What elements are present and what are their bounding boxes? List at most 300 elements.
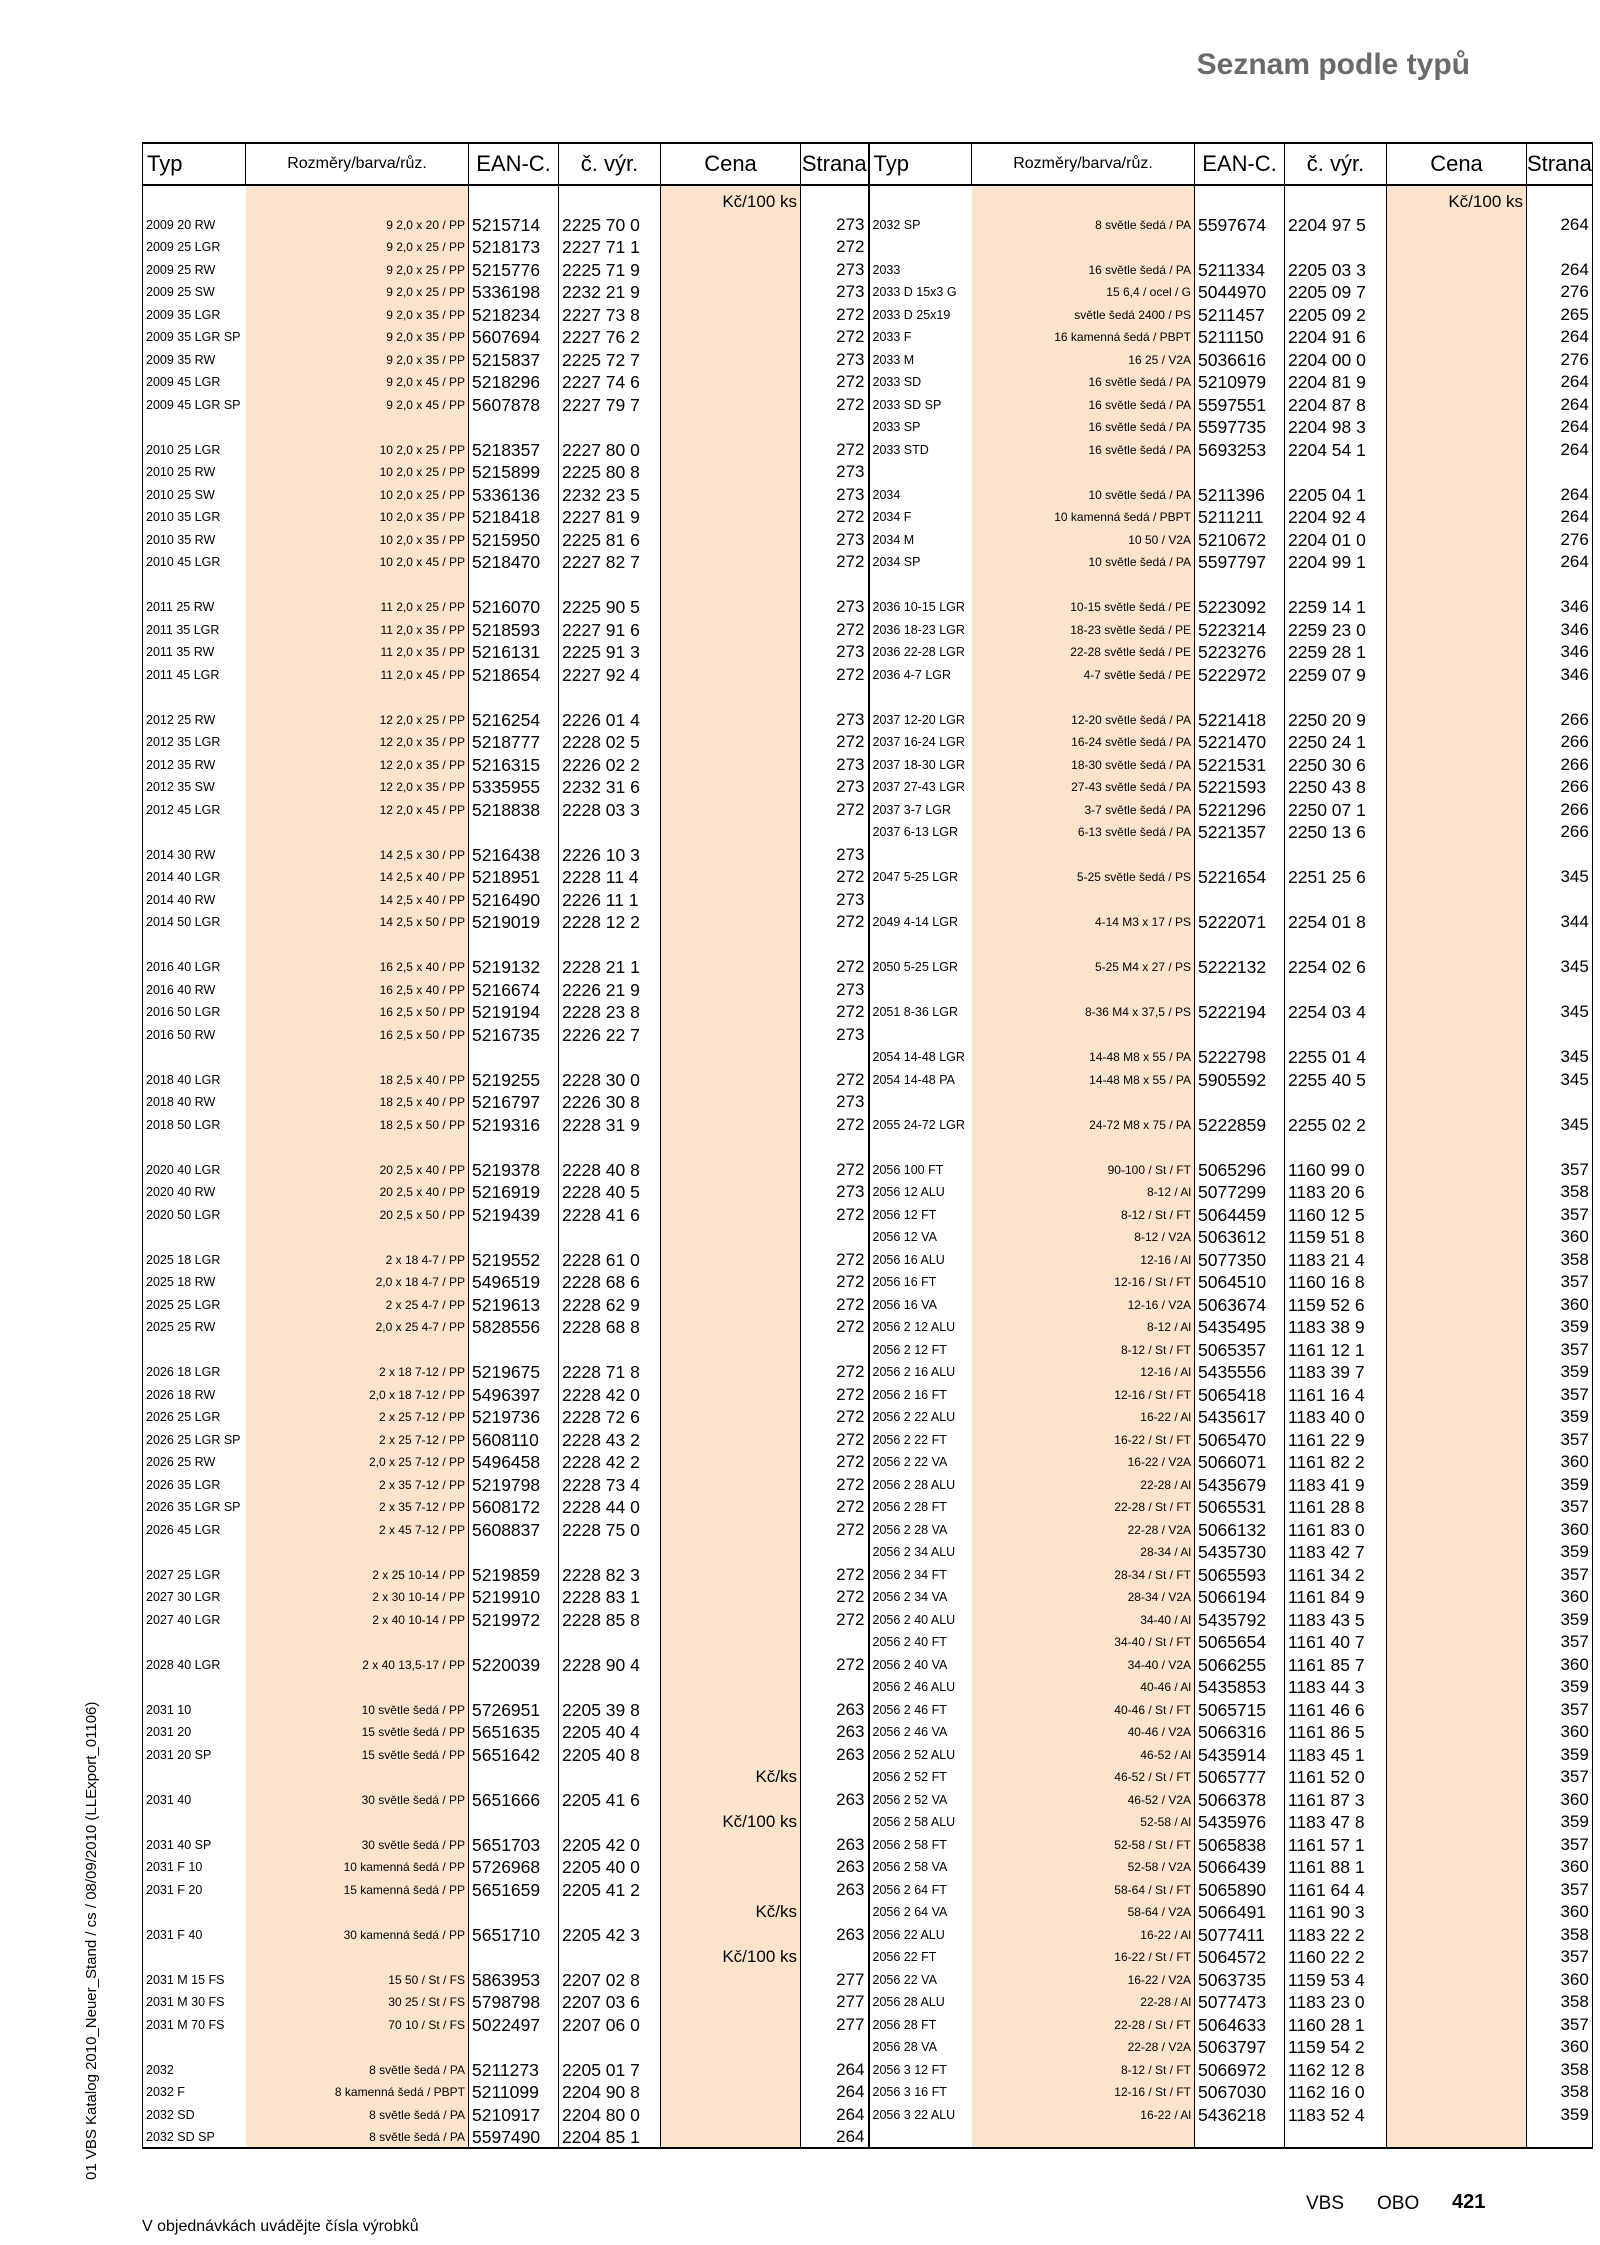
right-dimensions-cell: 8-12 / St / FT xyxy=(972,1202,1195,1225)
left-ean-cell: 5216919 xyxy=(469,1180,559,1203)
right-price-cell xyxy=(1387,1517,1527,1540)
left-price-cell xyxy=(661,235,801,258)
left-type-cell xyxy=(143,185,246,212)
left-price-cell xyxy=(661,2080,801,2103)
left-type-cell xyxy=(143,1630,246,1653)
left-article-number-cell: 2207 02 8 xyxy=(559,1967,661,1990)
right-page-cell: 360 xyxy=(1527,1292,1593,1315)
right-ean-cell xyxy=(1195,235,1285,258)
left-type-cell: 2027 40 LGR xyxy=(143,1607,246,1630)
left-page-cell: 273 xyxy=(801,347,869,370)
left-article-number-cell: 2228 12 2 xyxy=(559,910,661,933)
right-ean-cell: 5597735 xyxy=(1195,415,1285,438)
right-dimensions-cell: 8-12 / St / FT xyxy=(972,1337,1195,1360)
right-type-cell: 2050 5-25 LGR xyxy=(869,955,972,978)
left-price-cell xyxy=(661,1742,801,1765)
right-article-number-cell: 2204 97 5 xyxy=(1285,212,1387,235)
left-type-cell: 2018 40 RW xyxy=(143,1090,246,1113)
left-dimensions-cell: 20 2,5 x 40 / PP xyxy=(246,1157,469,1180)
right-price-cell xyxy=(1387,1810,1527,1833)
left-ean-cell: 5215899 xyxy=(469,460,559,483)
left-price-cell xyxy=(661,1225,801,1248)
left-ean-cell: 5215714 xyxy=(469,212,559,235)
right-type-cell: 2037 27-43 LGR xyxy=(869,775,972,798)
left-type-cell: 2009 45 LGR xyxy=(143,370,246,393)
left-price-cell xyxy=(661,212,801,235)
right-dimensions-cell: 12-16 / St / FT xyxy=(972,1382,1195,1405)
left-page-cell: 273 xyxy=(801,977,869,1000)
left-dimensions-cell: 10 2,0 x 35 / PP xyxy=(246,527,469,550)
right-article-number-cell: 1183 42 7 xyxy=(1285,1540,1387,1563)
right-type-cell: 2056 2 16 FT xyxy=(869,1382,972,1405)
left-type-cell: 2016 50 LGR xyxy=(143,1000,246,1023)
header-price-left: Cena xyxy=(661,143,801,185)
right-price-cell xyxy=(1387,1247,1527,1270)
right-article-number-cell: 2259 28 1 xyxy=(1285,640,1387,663)
left-page-cell xyxy=(801,185,869,212)
right-type-cell xyxy=(869,235,972,258)
left-ean-cell: 5607694 xyxy=(469,325,559,348)
left-type-cell xyxy=(143,572,246,595)
right-dimensions-cell: světle šedá 2400 / PS xyxy=(972,302,1195,325)
left-article-number-cell: 2204 85 1 xyxy=(559,2125,661,2149)
left-type-cell: 2009 45 LGR SP xyxy=(143,392,246,415)
left-page-cell: 273 xyxy=(801,1022,869,1045)
left-page-cell: 263 xyxy=(801,1855,869,1878)
right-type-cell: 2056 12 ALU xyxy=(869,1180,972,1203)
left-dimensions-cell: 10 2,0 x 25 / PP xyxy=(246,482,469,505)
left-article-number-cell xyxy=(559,1540,661,1563)
right-page-cell: 360 xyxy=(1527,2035,1593,2058)
left-page-cell: 273 xyxy=(801,1180,869,1203)
right-page-cell: 345 xyxy=(1527,1045,1593,1068)
right-type-cell: 2056 2 58 VA xyxy=(869,1855,972,1878)
right-ean-cell: 5435679 xyxy=(1195,1472,1285,1495)
left-article-number-cell: 2227 71 1 xyxy=(559,235,661,258)
right-price-cell xyxy=(1387,1630,1527,1653)
right-dimensions-cell: 16 světle šedá / PA xyxy=(972,415,1195,438)
right-article-number-cell: 2204 91 6 xyxy=(1285,325,1387,348)
right-dimensions-cell: 16 světle šedá / PA xyxy=(972,370,1195,393)
right-ean-cell xyxy=(1195,1090,1285,1113)
right-article-number-cell: 1162 16 0 xyxy=(1285,2080,1387,2103)
left-ean-cell: 5218838 xyxy=(469,797,559,820)
left-price-cell xyxy=(661,730,801,753)
left-price-cell xyxy=(661,955,801,978)
right-article-number-cell: 1161 22 9 xyxy=(1285,1427,1387,1450)
right-dimensions-cell: 40-46 / V2A xyxy=(972,1720,1195,1743)
left-article-number-cell: 2226 11 1 xyxy=(559,887,661,910)
right-dimensions-cell: 46-52 / St / FT xyxy=(972,1765,1195,1788)
right-dimensions-cell: 8 světle šedá / PA xyxy=(972,212,1195,235)
right-price-cell xyxy=(1387,1787,1527,1810)
right-type-cell: 2037 16-24 LGR xyxy=(869,730,972,753)
right-page-cell xyxy=(1527,460,1593,483)
brand-vbs: VBS xyxy=(1306,2193,1345,2214)
right-article-number-cell: 1161 86 5 xyxy=(1285,1720,1387,1743)
left-page-cell: 273 xyxy=(801,212,869,235)
left-article-number-cell: 2228 31 9 xyxy=(559,1112,661,1135)
left-type-cell: 2031 20 xyxy=(143,1720,246,1743)
left-dimensions-cell: 11 2,0 x 35 / PP xyxy=(246,640,469,663)
left-ean-cell: 5219132 xyxy=(469,955,559,978)
right-type-cell xyxy=(869,842,972,865)
right-article-number-cell: 2259 23 0 xyxy=(1285,617,1387,640)
right-type-cell: 2056 2 40 VA xyxy=(869,1652,972,1675)
right-price-cell xyxy=(1387,280,1527,303)
right-ean-cell: 5435853 xyxy=(1195,1675,1285,1698)
right-type-cell: 2056 2 28 ALU xyxy=(869,1472,972,1495)
right-article-number-cell: 1183 43 5 xyxy=(1285,1607,1387,1630)
right-price-cell xyxy=(1387,347,1527,370)
left-dimensions-cell: 14 2,5 x 50 / PP xyxy=(246,910,469,933)
table-row xyxy=(143,865,1593,888)
left-page-cell: 272 xyxy=(801,550,869,573)
right-article-number-cell: 2250 24 1 xyxy=(1285,730,1387,753)
left-article-number-cell xyxy=(559,1675,661,1698)
right-article-number-cell: 1160 99 0 xyxy=(1285,1157,1387,1180)
right-dimensions-cell xyxy=(972,1090,1195,1113)
left-dimensions-cell: 14 2,5 x 40 / PP xyxy=(246,887,469,910)
right-article-number-cell: 2250 30 6 xyxy=(1285,752,1387,775)
right-type-cell: 2056 16 FT xyxy=(869,1270,972,1293)
right-type-cell: 2034 SP xyxy=(869,550,972,573)
left-price-cell xyxy=(661,1360,801,1383)
left-page-cell: 272 xyxy=(801,662,869,685)
right-dimensions-cell: 12-20 světle šedá / PA xyxy=(972,707,1195,730)
right-article-number-cell xyxy=(1285,185,1387,212)
right-ean-cell: 5221357 xyxy=(1195,820,1285,843)
left-page-cell xyxy=(801,1045,869,1068)
right-type-cell: 2036 18-23 LGR xyxy=(869,617,972,640)
left-dimensions-cell: 15 kamenná šedá / PP xyxy=(246,1877,469,1900)
right-dimensions-cell: 28-34 / St / FT xyxy=(972,1562,1195,1585)
right-price-cell xyxy=(1387,1022,1527,1045)
right-dimensions-cell: 16-22 / V2A xyxy=(972,1450,1195,1473)
left-price-cell xyxy=(661,1135,801,1158)
left-page-cell: 273 xyxy=(801,1090,869,1113)
left-article-number-cell: 2225 90 5 xyxy=(559,595,661,618)
right-dimensions-cell xyxy=(972,932,1195,955)
right-type-cell: 2033 F xyxy=(869,325,972,348)
table-row xyxy=(143,1157,1593,1180)
right-type-cell: 2056 3 12 FT xyxy=(869,2057,972,2080)
left-page-cell: 272 xyxy=(801,1495,869,1518)
left-ean-cell: 5219736 xyxy=(469,1405,559,1428)
right-type-cell xyxy=(869,977,972,1000)
left-article-number-cell: 2205 40 4 xyxy=(559,1720,661,1743)
left-ean-cell: 5215950 xyxy=(469,527,559,550)
right-type-cell: 2037 12-20 LGR xyxy=(869,707,972,730)
right-dimensions-cell: 16 25 / V2A xyxy=(972,347,1195,370)
left-page-cell: 273 xyxy=(801,752,869,775)
right-type-cell: 2056 2 28 FT xyxy=(869,1495,972,1518)
right-article-number-cell xyxy=(1285,1135,1387,1158)
right-article-number-cell: 1162 12 8 xyxy=(1285,2057,1387,2080)
left-price-cell xyxy=(661,1382,801,1405)
left-ean-cell: 5219378 xyxy=(469,1157,559,1180)
brand-obo: OBO xyxy=(1377,2193,1420,2214)
left-dimensions-cell: 30 světle šedá / PP xyxy=(246,1832,469,1855)
left-type-cell: 2010 25 SW xyxy=(143,482,246,505)
right-ean-cell: 5211457 xyxy=(1195,302,1285,325)
right-article-number-cell: 1161 52 0 xyxy=(1285,1765,1387,1788)
left-type-cell: 2009 25 LGR xyxy=(143,235,246,258)
left-article-number-cell: 2228 90 4 xyxy=(559,1652,661,1675)
table-row xyxy=(143,1045,1593,1068)
right-article-number-cell: 2255 01 4 xyxy=(1285,1045,1387,1068)
left-page-cell: 273 xyxy=(801,460,869,483)
left-type-cell xyxy=(143,415,246,438)
left-page-cell: 272 xyxy=(801,1405,869,1428)
right-dimensions-cell: 58-64 / St / FT xyxy=(972,1877,1195,1900)
right-price-cell xyxy=(1387,1720,1527,1743)
right-dimensions-cell xyxy=(972,887,1195,910)
left-dimensions-cell: 9 2,0 x 35 / PP xyxy=(246,347,469,370)
header-price-right: Cena xyxy=(1387,143,1527,185)
right-price-cell xyxy=(1387,527,1527,550)
right-article-number-cell: 1183 20 6 xyxy=(1285,1180,1387,1203)
left-dimensions-cell: 9 2,0 x 35 / PP xyxy=(246,325,469,348)
right-page-cell xyxy=(1527,185,1593,212)
right-type-cell: 2056 2 52 VA xyxy=(869,1787,972,1810)
left-page-cell: 277 xyxy=(801,1990,869,2013)
right-type-cell: 2056 28 VA xyxy=(869,2035,972,2058)
right-ean-cell: 5065654 xyxy=(1195,1630,1285,1653)
table-row xyxy=(143,2035,1593,2058)
left-price-cell xyxy=(661,797,801,820)
left-price-cell xyxy=(661,1472,801,1495)
right-page-cell: 360 xyxy=(1527,1855,1593,1878)
left-ean-cell xyxy=(469,1810,559,1833)
table-row xyxy=(143,955,1593,978)
left-ean-cell: 5496519 xyxy=(469,1270,559,1293)
right-article-number-cell: 2204 54 1 xyxy=(1285,437,1387,460)
right-dimensions-cell: 16 světle šedá / PA xyxy=(972,392,1195,415)
right-dimensions-cell: 52-58 / St / FT xyxy=(972,1832,1195,1855)
right-ean-cell: 5077411 xyxy=(1195,1922,1285,1945)
right-page-cell xyxy=(1527,685,1593,708)
left-ean-cell: 5219675 xyxy=(469,1360,559,1383)
left-article-number-cell xyxy=(559,572,661,595)
right-ean-cell: 5223092 xyxy=(1195,595,1285,618)
left-price-cell xyxy=(661,617,801,640)
left-price-cell xyxy=(661,1922,801,1945)
left-price-cell xyxy=(661,1405,801,1428)
table-row xyxy=(143,482,1593,505)
left-dimensions-cell: 2 x 35 7-12 / PP xyxy=(246,1472,469,1495)
left-type-cell: 2009 25 RW xyxy=(143,257,246,280)
right-ean-cell: 5211211 xyxy=(1195,505,1285,528)
left-article-number-cell xyxy=(559,1945,661,1968)
left-type-cell: 2031 M 30 FS xyxy=(143,1990,246,2013)
right-dimensions-cell: 22-28 / St / FT xyxy=(972,1495,1195,1518)
left-ean-cell: 5216070 xyxy=(469,595,559,618)
left-article-number-cell: 2227 76 2 xyxy=(559,325,661,348)
right-article-number-cell: 1183 44 3 xyxy=(1285,1675,1387,1698)
right-dimensions-cell: 18-30 světle šedá / PA xyxy=(972,752,1195,775)
left-price-cell xyxy=(661,1652,801,1675)
left-page-cell: 272 xyxy=(801,370,869,393)
left-page-cell xyxy=(801,1135,869,1158)
right-dimensions-cell: 28-34 / V2A xyxy=(972,1585,1195,1608)
right-page-cell xyxy=(1527,572,1593,595)
left-page-cell: 263 xyxy=(801,1832,869,1855)
right-page-cell: 358 xyxy=(1527,2080,1593,2103)
right-ean-cell: 5063735 xyxy=(1195,1967,1285,1990)
left-price-cell xyxy=(661,977,801,1000)
left-article-number-cell: 2205 41 2 xyxy=(559,1877,661,1900)
right-type-cell: 2056 16 VA xyxy=(869,1292,972,1315)
right-price-cell xyxy=(1387,325,1527,348)
left-article-number-cell: 2207 06 0 xyxy=(559,2012,661,2035)
left-type-cell: 2028 40 LGR xyxy=(143,1652,246,1675)
right-article-number-cell: 1161 16 4 xyxy=(1285,1382,1387,1405)
left-article-number-cell xyxy=(559,685,661,708)
right-type-cell: 2033 D 25x19 xyxy=(869,302,972,325)
left-article-number-cell: 2228 61 0 xyxy=(559,1247,661,1270)
left-dimensions-cell xyxy=(246,1765,469,1788)
table-row xyxy=(143,1697,1593,1720)
left-dimensions-cell: 9 2,0 x 25 / PP xyxy=(246,280,469,303)
left-page-cell xyxy=(801,932,869,955)
header-dim-right: Rozměry/barva/růz. xyxy=(972,143,1195,185)
right-type-cell: 2047 5-25 LGR xyxy=(869,865,972,888)
right-price-cell xyxy=(1387,212,1527,235)
right-ean-cell: 5905592 xyxy=(1195,1067,1285,1090)
right-page-cell: 358 xyxy=(1527,1247,1593,1270)
left-page-cell: 272 xyxy=(801,1157,869,1180)
left-dimensions-cell: 2,0 x 18 4-7 / PP xyxy=(246,1270,469,1293)
left-dimensions-cell: 2 x 40 13,5-17 / PP xyxy=(246,1652,469,1675)
right-type-cell: 2033 xyxy=(869,257,972,280)
right-ean-cell: 5063612 xyxy=(1195,1225,1285,1248)
left-page-cell: 272 xyxy=(801,865,869,888)
left-price-cell xyxy=(661,415,801,438)
left-ean-cell: 5216315 xyxy=(469,752,559,775)
left-type-cell: 2011 45 LGR xyxy=(143,662,246,685)
left-dimensions-cell: 9 2,0 x 45 / PP xyxy=(246,370,469,393)
left-page-cell: 263 xyxy=(801,1720,869,1743)
right-price-cell xyxy=(1387,775,1527,798)
right-dimensions-cell xyxy=(972,185,1195,212)
table-body xyxy=(143,185,1593,2148)
table-row xyxy=(143,1135,1593,1158)
left-dimensions-cell: 30 25 / St / FS xyxy=(246,1990,469,2013)
right-page-cell: 357 xyxy=(1527,1270,1593,1293)
left-article-number-cell xyxy=(559,1630,661,1653)
left-dimensions-cell: 10 světle šedá / PP xyxy=(246,1697,469,1720)
left-type-cell: 2018 40 LGR xyxy=(143,1067,246,1090)
left-type-cell: 2016 40 LGR xyxy=(143,955,246,978)
right-article-number-cell: 1183 45 1 xyxy=(1285,1742,1387,1765)
right-article-number-cell: 1183 47 8 xyxy=(1285,1810,1387,1833)
right-page-cell: 357 xyxy=(1527,1427,1593,1450)
left-dimensions-cell: 2 x 40 10-14 / PP xyxy=(246,1607,469,1630)
right-article-number-cell: 2259 07 9 xyxy=(1285,662,1387,685)
right-dimensions-cell: 4-7 světle šedá / PE xyxy=(972,662,1195,685)
right-type-cell: 2056 2 16 ALU xyxy=(869,1360,972,1383)
left-type-cell: 2027 25 LGR xyxy=(143,1562,246,1585)
right-ean-cell: 5077299 xyxy=(1195,1180,1285,1203)
right-article-number-cell: 1160 28 1 xyxy=(1285,2012,1387,2035)
right-type-cell: 2033 M xyxy=(869,347,972,370)
right-price-cell xyxy=(1387,1405,1527,1428)
right-type-cell: 2056 2 40 ALU xyxy=(869,1607,972,1630)
table-row xyxy=(143,932,1593,955)
right-dimensions-cell xyxy=(972,842,1195,865)
left-type-cell: 2014 50 LGR xyxy=(143,910,246,933)
left-type-cell: 2010 45 LGR xyxy=(143,550,246,573)
right-ean-cell: 5066255 xyxy=(1195,1652,1285,1675)
right-price-cell xyxy=(1387,1090,1527,1113)
table-header-row xyxy=(143,143,1593,185)
left-ean-cell xyxy=(469,820,559,843)
right-ean-cell: 5064459 xyxy=(1195,1202,1285,1225)
left-type-cell: 2025 25 RW xyxy=(143,1315,246,1338)
left-type-cell: 2009 35 RW xyxy=(143,347,246,370)
right-price-cell xyxy=(1387,1000,1527,1023)
right-type-cell: 2056 2 40 FT xyxy=(869,1630,972,1653)
right-price-cell xyxy=(1387,1112,1527,1135)
right-dimensions-cell: 16 světle šedá / PA xyxy=(972,437,1195,460)
left-type-cell: 2016 40 RW xyxy=(143,977,246,1000)
left-article-number-cell: 2225 81 6 xyxy=(559,527,661,550)
right-ean-cell: 5065777 xyxy=(1195,1765,1285,1788)
left-ean-cell: 5216797 xyxy=(469,1090,559,1113)
right-ean-cell: 5221418 xyxy=(1195,707,1285,730)
left-type-cell: 2009 20 RW xyxy=(143,212,246,235)
right-article-number-cell: 1159 52 6 xyxy=(1285,1292,1387,1315)
left-article-number-cell: 2228 42 2 xyxy=(559,1450,661,1473)
right-page-cell: 357 xyxy=(1527,1697,1593,1720)
right-dimensions-cell: 46-52 / V2A xyxy=(972,1787,1195,1810)
left-page-cell: 272 xyxy=(801,505,869,528)
left-ean-cell xyxy=(469,1045,559,1068)
left-page-cell: 264 xyxy=(801,2080,869,2103)
right-dimensions-cell: 16-22 / Al xyxy=(972,1405,1195,1428)
left-ean-cell: 5215776 xyxy=(469,257,559,280)
left-ean-cell xyxy=(469,1765,559,1788)
left-type-cell xyxy=(143,1045,246,1068)
right-price-cell xyxy=(1387,955,1527,978)
right-dimensions-cell xyxy=(972,977,1195,1000)
right-price-cell xyxy=(1387,1382,1527,1405)
right-page-cell: 264 xyxy=(1527,257,1593,280)
right-price-cell xyxy=(1387,2102,1527,2125)
right-ean-cell: 5597674 xyxy=(1195,212,1285,235)
left-type-cell xyxy=(143,820,246,843)
left-dimensions-cell xyxy=(246,1630,469,1653)
right-type-cell: 2056 2 46 ALU xyxy=(869,1675,972,1698)
left-page-cell: 273 xyxy=(801,887,869,910)
table-row xyxy=(143,1495,1593,1518)
left-ean-cell: 5218418 xyxy=(469,505,559,528)
table-row xyxy=(143,2125,1593,2149)
right-article-number-cell: 2255 40 5 xyxy=(1285,1067,1387,1090)
left-page-cell: 272 xyxy=(801,1292,869,1315)
right-dimensions-cell xyxy=(972,1022,1195,1045)
table-row xyxy=(143,1990,1593,2013)
left-article-number-cell xyxy=(559,1135,661,1158)
right-price-cell xyxy=(1387,415,1527,438)
right-article-number-cell: 2259 14 1 xyxy=(1285,595,1387,618)
left-price-cell xyxy=(661,1315,801,1338)
left-article-number-cell: 2226 22 7 xyxy=(559,1022,661,1045)
table-row xyxy=(143,1067,1593,1090)
right-article-number-cell: 2204 00 0 xyxy=(1285,347,1387,370)
left-dimensions-cell xyxy=(246,1810,469,1833)
